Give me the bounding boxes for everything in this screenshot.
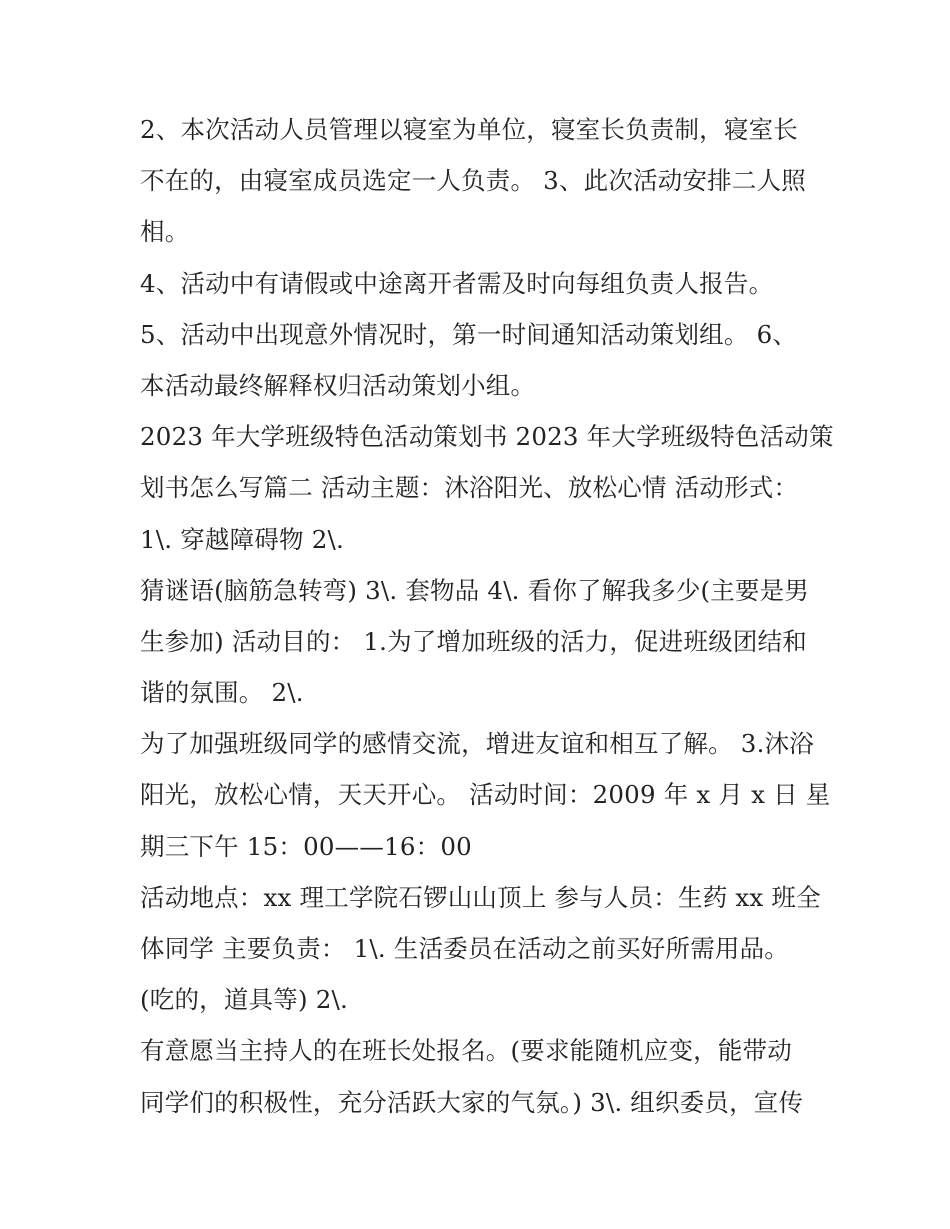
text-line: 生参加) 活动目的： 1.为了增加班级的活力，促进班级团结和 [140,626,808,656]
text-line: 划书怎么写篇二 活动主题：沐浴阳光、放松心情 活动形式： [140,473,799,503]
text-line: 5、活动中出现意外情况时，第一时间通知活动策划组。 6、 [140,319,798,349]
text-line: 2023 年大学班级特色活动策划书 2023 年大学班级特色活动策 [140,422,834,452]
text-line: 不在的，由寝室成员选定一人负责。 3、此次活动安排二人照 [140,166,806,196]
text-line: 相。 [140,217,190,247]
text-line: 为了加强班级同学的感情交流，增进友谊和相互了解。 3.沐浴 [140,729,814,759]
text-line: 活动地点：xx 理工学院石锣山山顶上 参与人员：生药 xx 班全 [140,882,821,912]
text-line: 谐的氛围。 2\. [140,678,304,708]
text-line: 2、本次活动人员管理以寝室为单位，寝室长负责制，寝室长 [140,115,798,144]
text-line: 猜谜语(脑筋急转弯) 3\. 套物品 4\. 看你了解我多少(主要是男 [140,575,810,605]
text-line: 有意愿当主持人的在班长处报名。(要求能随机应变，能带动 [140,1036,792,1066]
text-line: 4、活动中有请假或中途离开者需及时向每组负责人报告。 [140,268,774,298]
text-line: (吃的，道具等) 2\. [140,985,348,1015]
text-line: 本活动最终解释权归活动策划小组。 [140,370,536,400]
text-line: 期三下午 15：00——16：00 [140,831,472,861]
document-body [140,104,834,1128]
text-line: 1\. 穿越障碍物 2\. [140,524,344,554]
text-line: 体同学 主要负责： 1\. 生活委员在活动之前买好所需用品。 [140,934,789,963]
text-line: 同学们的积极性，充分活跃大家的气氛。) 3\. 组织委员，宣传 [140,1087,804,1117]
text-line: 阳光，放松心情，天天开心。 活动时间：2009 年 x 月 x 日 星 [140,780,831,810]
